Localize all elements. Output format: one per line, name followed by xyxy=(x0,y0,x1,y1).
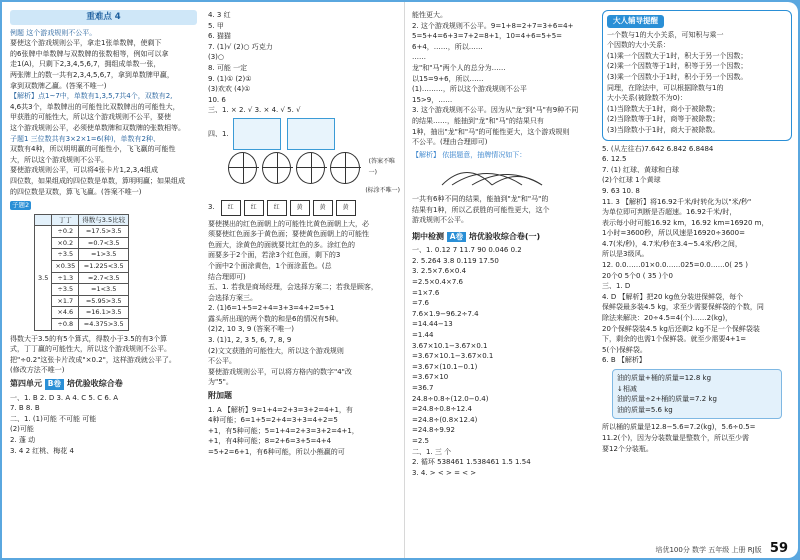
analysis-label xyxy=(412,150,594,161)
answer-line: 6. 12.5 xyxy=(602,155,627,164)
midterm-title: 期中检测 xyxy=(412,231,444,241)
table-cell: ÷1.3 xyxy=(52,272,79,284)
text-line: 的四位数是双数，算飞飞赢。(答案不唯一) xyxy=(10,187,142,196)
panel-line: (3)当除数小于1时，商大于被除数。 xyxy=(607,125,720,134)
diagram-line: 油的质量=5.6 kg xyxy=(617,405,673,414)
calc-line: =2.5×0.4×7.6 xyxy=(412,278,463,287)
text-line: 一共有6种不同的结果，能抽到"龙"和"马"的 xyxy=(412,194,549,203)
text-line: 2. 这个游戏规则不公平。9=1+8=2+7=3+6=4+ xyxy=(412,21,574,30)
note-1: (答案不唯一) xyxy=(368,158,395,176)
analysis-text: 【解析】 依据题意，抽牌情况如下： xyxy=(412,150,527,159)
answer-line: (2)可能 xyxy=(10,425,34,434)
footer-text: 培优100分 数学 五年级 上册 RJ版 xyxy=(655,546,762,554)
text-line: 拿到双数牌乙赢。(答案不唯一) xyxy=(10,81,107,90)
column-3 xyxy=(412,10,594,478)
diagram-line: 油的质量+桶的质量=12.8 kg xyxy=(617,374,712,382)
text-line: 会选择方案三。 xyxy=(208,293,257,302)
page-fold xyxy=(404,2,405,558)
text-line: 例题 这个游戏规则不公平。 xyxy=(10,28,97,37)
text-line: 3. (1)1, 2, 3 5, 6, 7, 8, 9 xyxy=(208,336,292,345)
answer-line: 一、1. B 2. D 3. A 4. C 5. C 6. A xyxy=(10,393,119,402)
answer-line: 7. B 8. B xyxy=(10,404,40,413)
answer-line: 三、1. D xyxy=(602,282,631,291)
answer-line: 1小时=3600秒，所以风速是16920÷3600= xyxy=(602,229,745,238)
extra-answers xyxy=(208,405,400,458)
text-line: 要使这个游戏规则公平，拿走1张单数牌，使剩下 xyxy=(10,39,162,48)
text-line: 这个游戏规则公平，必须使单数牌和双数牌的张数相等。 xyxy=(10,123,185,132)
calc-line: 3.67×10.1−3.67×0.1 xyxy=(412,341,488,350)
color-cells xyxy=(208,200,400,216)
calc-line: =2.5 xyxy=(412,436,429,445)
answer-line: 12. 0.0……01×0.0……025=0.0……0( 25 ) xyxy=(602,261,749,270)
midterm-answers xyxy=(412,245,594,478)
diagram-line: 油的质量÷2+桶的质量=7.2 kg xyxy=(617,395,717,404)
cube-figure-2 xyxy=(287,118,335,150)
calc-line: 7.6×1.9−96.2÷7.4 xyxy=(412,309,479,318)
panel-line: 同理，在除法中，可以根据除数与1的 xyxy=(607,83,724,92)
table-cell: =16.1>3.5 xyxy=(79,307,129,319)
text-line: (2)文文获胜的可能性大，所以这个游戏规则 xyxy=(208,346,344,355)
calc-line: =3.67×10.1−3.67×0.1 xyxy=(412,352,494,361)
text-line: (2)2, 10 3, 9 (答案不唯一) xyxy=(208,325,294,334)
oil-diagram xyxy=(612,369,782,419)
midterm-tag: A卷 xyxy=(447,232,466,243)
panel-line: 个因数的大小关系： xyxy=(607,41,670,50)
page-number: 59 xyxy=(769,541,788,556)
answer-line: (2)个红球 1个黄球 xyxy=(602,176,661,185)
answer-line: 3. 4 2 红桃、梅花 4 xyxy=(10,446,74,455)
draw-diagram xyxy=(412,160,582,190)
calc-line: 2. 循环 538461 1.538461 1.5 1.54 xyxy=(412,458,531,467)
column-4-answers xyxy=(602,144,792,366)
answer-line: 7. (1) 红球、黄球和白球 xyxy=(602,165,680,174)
text-line: 11.2(个)，因为分装数量是整数个，所以至少需 xyxy=(602,433,750,442)
panel-line: (2)乘一个因数等于1时，积等于另一个因数； xyxy=(607,62,748,71)
table-cell: ≈2.7<3.5 xyxy=(79,272,129,284)
text-line: 所以桶的质量是12.8−5.6=7.2(kg)，5.6÷0.5= xyxy=(602,423,756,432)
analysis-body xyxy=(412,194,594,226)
column-3-top xyxy=(412,10,594,148)
wheel-figure-1 xyxy=(228,152,257,184)
oil-diagram-lines xyxy=(617,373,777,415)
cube-figures xyxy=(208,118,400,150)
answer-line: (3)欢欢 (4)① xyxy=(208,85,251,94)
note-2: (标涂不唯一) xyxy=(365,186,400,194)
text-line: 须要使红色面多于黄色面；要使黄色面朝上的可能性 xyxy=(208,230,369,239)
answer-line: (3)○ xyxy=(208,53,225,62)
text-line: 子题1 三位数共有3×2×1=6(种)，单数有2种、 xyxy=(10,134,161,143)
cell-1: 红 xyxy=(221,200,241,216)
answer-line: 2. 蓬 动 xyxy=(10,435,36,444)
table-cell: =0.7<3.5 xyxy=(79,237,129,249)
answer-line: 6. 猫猫 xyxy=(208,32,231,41)
wheel-figure-4 xyxy=(330,152,359,184)
text-line: 露头所出现的两个数的和是6的情况有5种。 xyxy=(208,314,343,323)
text-line: 结合理即可) xyxy=(208,272,246,281)
answer-line: 4. D 【解析】把20 kg鱼分装进保鲜袋，每个 xyxy=(602,292,744,301)
table-cell: =1<3.5 xyxy=(79,284,129,296)
text-line: 以15=9+6，所以…… xyxy=(412,74,484,83)
q3-label: 3. xyxy=(208,203,215,212)
text-line: (修改方法不唯一) xyxy=(10,366,65,375)
tutor-panel-title: 大人辅导提醒 xyxy=(607,15,664,28)
text-line: 甲获胜的可能性大，所以这个游戏规则不公平，要使 xyxy=(10,113,171,122)
table-cell: ×4.6 xyxy=(52,307,79,319)
comparison-table xyxy=(34,214,129,331)
midterm-name: 培优验收综合卷(一) xyxy=(468,231,541,241)
column-1-text xyxy=(10,28,197,198)
text-line: 五、1. 若我是商场经理，会选择方案二；若我是顾客， xyxy=(208,283,378,292)
table-cell: ×0.35 xyxy=(52,261,79,273)
subtopic-2-tag: 子题2 xyxy=(12,201,30,210)
text-line: 要12个分装瓶。 xyxy=(602,444,653,453)
text-line: …… xyxy=(412,53,426,62)
calc-line: 2. 5.264 3.8 0.119 17.50 xyxy=(412,256,499,265)
cube-figure-1 xyxy=(233,118,281,150)
text-line: 【解析】点1~7中，单数有1,3,5,7共4个，双数有2, xyxy=(10,92,173,101)
cell-5: 黄 xyxy=(313,200,333,216)
q4-label: 四、1. xyxy=(208,129,229,138)
calc-line: =24.8÷9.92 xyxy=(412,426,455,435)
table-header-2: 得数与3.5比较 xyxy=(79,214,129,226)
column-2-mid xyxy=(208,219,400,389)
text-line: +1，有4种可能；8=2+6=3+5=4+4 xyxy=(208,437,332,446)
text-line: 不公平。(理由合理即可) xyxy=(412,138,488,147)
calc-line: =14.44−13 xyxy=(412,320,453,329)
text-line: 的结果……，能抽到"龙"和"马"的结果只有 xyxy=(412,116,544,125)
table-header-1: 丁丁 xyxy=(52,214,79,226)
answer-line: 7. (1)√ (2)○ 巧克力 xyxy=(208,42,273,51)
panel-line: (3)乘一个因数小于1时，积小于另一个因数。 xyxy=(607,72,748,81)
table-cell: =1.225<3.5 xyxy=(79,261,129,273)
text-line: =5+2=6+1，有6种可能，所以小熊赢的可 xyxy=(208,448,345,456)
cell-4: 黄 xyxy=(290,200,310,216)
panel-line: (2)当除数等于1时，商等于被除数； xyxy=(607,115,720,124)
table-cell: ÷3.5 xyxy=(52,249,79,261)
calc-line: 3. 2.5×7.6×0.4 xyxy=(412,267,467,276)
calc-line: =3.67×10 xyxy=(412,373,449,382)
text-line: 2. (1)6=1+5=2+4=3+3=4+2=5+1 xyxy=(208,304,335,313)
answer-line: 20个保鲜袋装4.5 kg后还剩2 kg不足一个保鲜袋装 xyxy=(602,324,760,333)
text-line: 把"÷0.2"这张卡片改成"×0.2"，这样游戏就公平了。 xyxy=(10,355,176,364)
text-line: 大，所以这个游戏规则不公平。 xyxy=(10,155,108,164)
cell-6: 黄 xyxy=(336,200,356,216)
answer-line: 所以是3级风。 xyxy=(602,250,649,259)
section-banner: 重难点 4 xyxy=(10,10,197,25)
text-line: 5=5+4=6+3=7+2=8+1，10=4+6=5+5= xyxy=(412,32,563,41)
calc-line: =1×7.6 xyxy=(412,288,440,297)
table-cell: =1>3.5 xyxy=(79,249,129,261)
tutor-panel-body xyxy=(607,30,787,136)
calc-line: =24.8÷0.8÷12.4 xyxy=(412,405,472,414)
calc-line: =3.67×(10.1−0.1) xyxy=(412,362,478,371)
text-line: 15>9，…… xyxy=(412,95,453,104)
calc-line: =7.6 xyxy=(412,299,429,308)
text-line: 色面大，涂黄色的面就要比红色的多。涂红色的 xyxy=(208,240,355,249)
text-line: +1，有5种可能；5=1+4=2+3=3+2=4+1， xyxy=(208,426,359,435)
text-line: 为"5"。 xyxy=(208,378,233,387)
answer-line: 5(个)保鲜袋。 xyxy=(602,345,647,354)
answer-line: 5. 甲 xyxy=(208,21,224,30)
table-corner xyxy=(35,214,52,226)
answer-line: 二、1. (1)可能 不可能 可能 xyxy=(10,414,97,423)
answer-line: 保鲜袋最多装4.5 kg，求至少需要保鲜袋的个数，同 xyxy=(602,303,764,312)
wheel-figure-3 xyxy=(296,152,325,184)
subtopic-2 xyxy=(10,200,197,211)
unit-title: 第四单元 xyxy=(10,379,42,388)
answer-line: 为单位即可判断是否超速。16.92千米/时， xyxy=(602,208,737,217)
table-cell: =5.95>3.5 xyxy=(79,295,129,307)
panel-line: (1)乘一个因数大于1时，积大于另一个因数； xyxy=(607,51,748,60)
judge-answers: 三、1. × 2. √ 3. × 4. √ 5. √ xyxy=(208,106,301,115)
answer-line: 10. 6 xyxy=(208,95,226,104)
calc-line: 3. 4. > < > = < > xyxy=(412,468,477,477)
answer-line: 4.7(米/秒)，4.7米/秒在3.4~5.4米/秒之间， xyxy=(602,239,742,248)
table-cell: ×0.2 xyxy=(52,237,79,249)
text-line: 1种，抽出"龙"和"马"的可能性更大，这个游戏规则 xyxy=(412,127,570,136)
table-cell: =17.5>3.5 xyxy=(79,226,129,238)
panel-line: 一个数与1的大小关系，可知积与乘一 xyxy=(607,30,724,39)
table-cell: ÷0.2 xyxy=(52,226,79,238)
column-2-top xyxy=(208,10,400,105)
column-1-conclusion xyxy=(10,334,197,376)
table-cell: =4.375>3.5 xyxy=(79,319,129,331)
calc-line: =1.44 xyxy=(412,331,434,340)
text-line: 4种可能；6=1+5=2+4=3+3=4+2=5 xyxy=(208,416,338,425)
text-line: 的6张牌中单数牌与双数牌的张数相等，例如可以拿 xyxy=(10,49,169,58)
text-line: 式，丁丁赢的可能性大，所以这个游戏规则不公平。 xyxy=(10,345,171,354)
calc-line: 一、1. 0.12 7 11.7 90 0.046 0.2 xyxy=(412,246,522,255)
calc-line: 24.8÷0.8÷(12.0−0.4) xyxy=(412,394,489,403)
cell-2: 红 xyxy=(244,200,264,216)
text-line: 两张牌上的数一共有2,3,4,5,6,7，拿到单数牌甲赢， xyxy=(10,70,174,79)
answer-page xyxy=(2,2,798,558)
text-line: 3. 这个游戏规则不公平。因为从"龙"到"马"有9种不同 xyxy=(412,106,579,115)
answer-line: 9. 63 10. 8 xyxy=(602,186,640,195)
cell-3: 红 xyxy=(267,200,287,216)
text-line: 4,6共3个，单数牌出的可能性比双数牌出的可能性大， xyxy=(10,102,180,111)
calc-line: =24.8÷(0.8×12.4) xyxy=(412,415,478,424)
table-row-label: 3.5 xyxy=(35,226,52,330)
calc-line: =36.7 xyxy=(412,384,434,392)
text-line: (1)………，所以这个游戏规则不公平 xyxy=(412,85,527,94)
text-line: 6+4，……，所以…… xyxy=(412,42,483,51)
text-line: 个面中2个面涂黄色，1个面涂蓝色。(总 xyxy=(208,261,332,270)
text-line: 结果有1种，所以乙获胜的可能性更大，这个 xyxy=(412,205,550,214)
answer-line: 5. (从左往右)7.642 6.842 6.8484 xyxy=(602,144,714,153)
answer-line: 8. 可能 一定 xyxy=(208,63,248,72)
text-line: 要使游戏规则公平，可以将方格内的数字"4"改 xyxy=(208,367,352,376)
text-line: 能性更大。 xyxy=(412,11,447,19)
table-row xyxy=(35,226,129,238)
diagram-line: ↓相减 xyxy=(617,384,637,393)
text-line: 双数有4种，所以明明赢的可能性小，飞飞赢的可能性 xyxy=(10,145,176,154)
text-line: 走1(A)，只剩下2,3,4,5,6,7，拥组成单数一张， xyxy=(10,60,161,69)
answer-line: 20个0 5个0 ( 35 )个0 xyxy=(602,271,673,280)
column-4-tail xyxy=(602,422,792,454)
text-line: 得数大于3.5的有5个算式，得数小于3.5的有3个算 xyxy=(10,334,168,343)
text-line: 不公平。 xyxy=(208,357,236,366)
answer-line: 9. (1)① (2)① xyxy=(208,74,252,83)
text-line: 面要多于2个面，若涂3个红色面，剩下的3 xyxy=(208,251,341,260)
table-cell: ×1.7 xyxy=(52,295,79,307)
wheel-figure-2 xyxy=(262,152,291,184)
text-line: 游戏规则不公平。 xyxy=(412,216,468,225)
answer-line: 11. 3 【解析】将16.92千米/时转化为以"米/秒" xyxy=(602,197,752,206)
table-cell: ÷0.8 xyxy=(52,319,79,331)
text-line: 四位数，如果组成的四位数是单数，算明明赢；如果组成 xyxy=(10,176,185,185)
calc-line: 二、1. 三 个 xyxy=(412,447,452,456)
answer-line: 4. 3 红 xyxy=(208,11,231,19)
panel-line: 大小关系(被除数不为0)： xyxy=(607,94,687,103)
text-line: 1. A 【解析】9=1+4=2+3=3+2=4+1，有 xyxy=(208,405,353,414)
text-line: 要使摸出的红色面朝上的可能性比黄色面朝上大，必 xyxy=(208,219,369,228)
page-footer xyxy=(655,541,788,556)
answer-line: 表示每小时可能16.92 km，16.92 km=16920 m， xyxy=(602,218,769,227)
column-2 xyxy=(208,10,400,458)
text-line: 龙"和"马"两个人的总分为…… xyxy=(412,63,506,72)
answer-line: 除法来解决：20÷4.5=4(个)……2(kg)， xyxy=(602,314,733,323)
tutor-panel xyxy=(602,10,792,141)
text-line: 要使游戏规则公平，可以将4张卡片1,2,3,4组成 xyxy=(10,166,158,175)
midterm-heading xyxy=(412,232,594,243)
column-4 xyxy=(602,10,792,454)
unit-heading xyxy=(10,379,197,390)
answer-line: 下，剩余的也需1个保鲜袋。就至少需要4+1= xyxy=(602,335,747,344)
answer-line: 6. B 【解析】 xyxy=(602,356,646,365)
column-1 xyxy=(10,10,197,456)
unit-tag: B卷 xyxy=(45,379,64,390)
unit-answers xyxy=(10,393,197,457)
table-cell: ÷3.5 xyxy=(52,284,79,296)
wheel-figures xyxy=(228,152,400,184)
extra-heading: 附加题 xyxy=(208,391,232,401)
unit-name: 培优验收综合卷 xyxy=(66,379,123,388)
panel-line: (1)当除数大于1时，商小于被除数； xyxy=(607,104,720,113)
